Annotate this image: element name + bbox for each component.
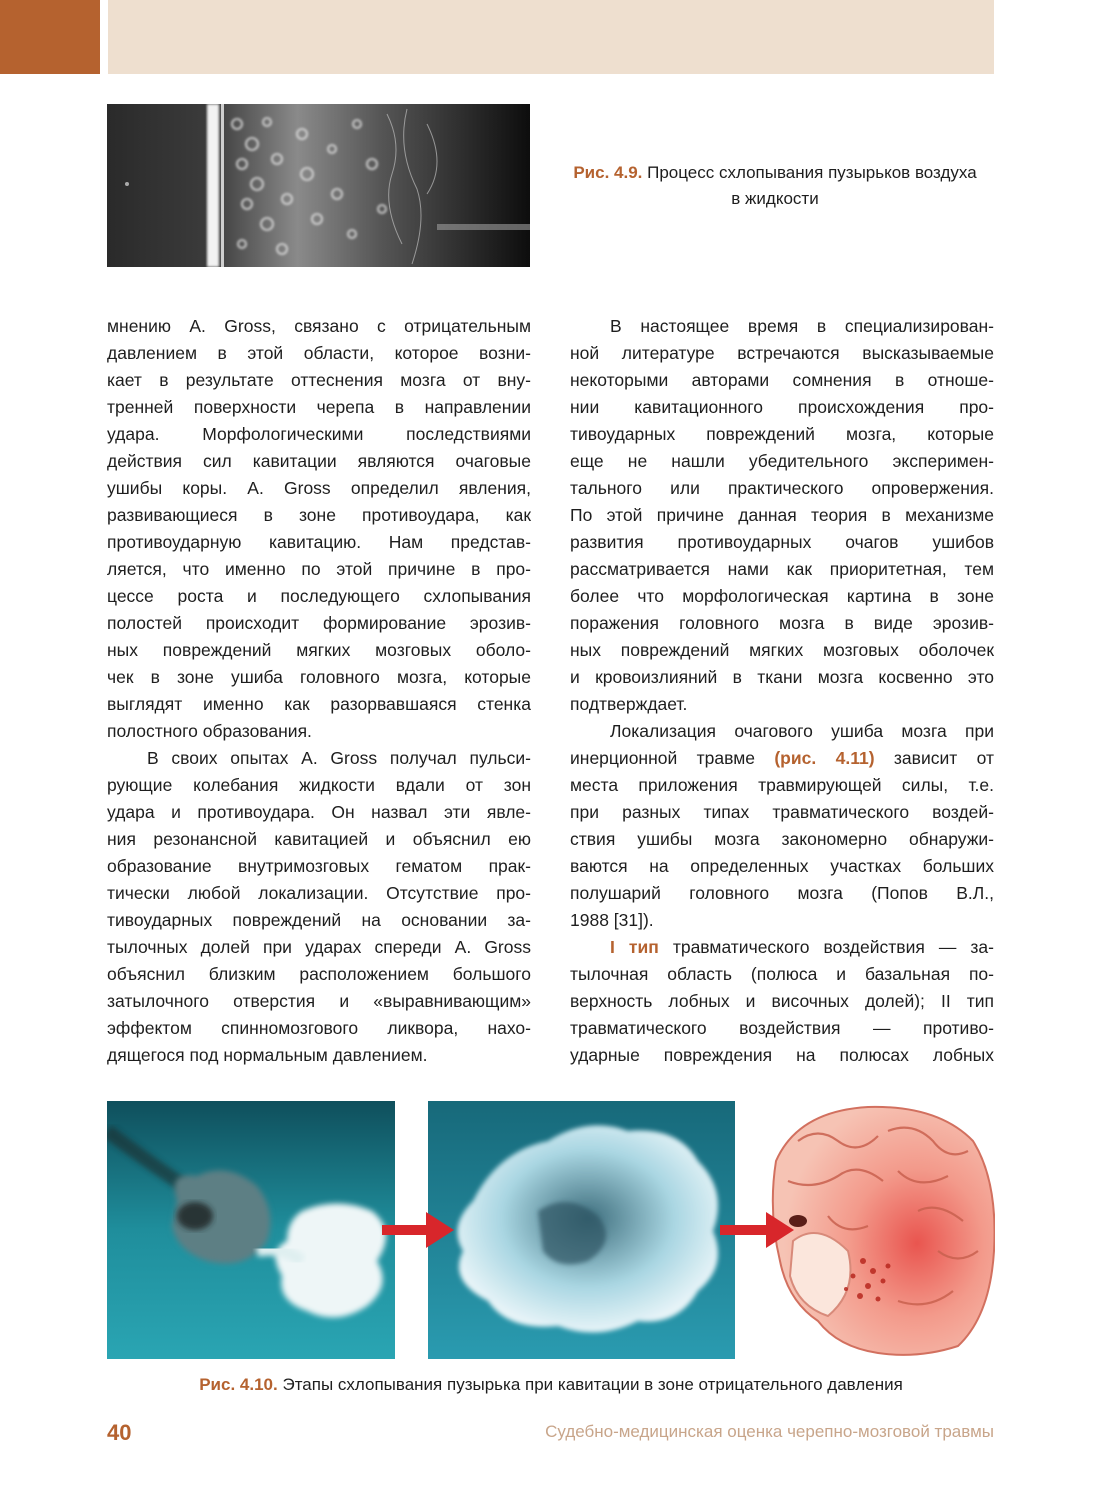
figure-4-10-photo-2	[428, 1101, 735, 1359]
left-line: образование внутримозговых гематом прак-	[107, 856, 531, 876]
text-fragment: зависит от	[874, 748, 995, 768]
page-number: 40	[107, 1420, 132, 1445]
left-line: чек в зоне ушиба головного мозга, которые	[107, 667, 531, 687]
figure-4-9-caption	[555, 160, 995, 212]
right-line: более что морфологическая картина в зоне	[570, 586, 994, 606]
right-line: ствия ушибы мозга закономерно обнаружи-	[570, 829, 994, 849]
right-line-with-ref	[570, 745, 994, 772]
red-arrow-icon	[382, 1212, 454, 1248]
left-line: цессе роста и последующего схлопывания	[107, 586, 531, 606]
figure-4-10-caption-text: Этапы схлопывания пузырька при кавитации в зоне отрицательного давления	[282, 1375, 903, 1394]
figure-4-10-label: Рис. 4.10.	[199, 1375, 278, 1394]
left-line: удара и противоудара. Он назвал эти явле-	[107, 802, 531, 822]
figure-4-9-caption-text: Процесс схлопывания пузырьков воздуха	[647, 163, 977, 182]
header-band	[108, 0, 994, 74]
right-line: В настоящее время в специализирован-	[610, 316, 994, 336]
right-line: поражения головного мозга в виде эрозив-	[570, 613, 994, 633]
red-arrow-icon	[720, 1212, 794, 1248]
left-line: рующие колебания жидкости вдали от зон	[107, 775, 531, 795]
right-line: места приложения травмирующей силы, т.е.	[570, 775, 994, 795]
right-line: тального или практического опровержения.	[570, 478, 994, 498]
right-line: некоторыми авторами сомнения в отноше-	[570, 370, 994, 390]
figure-4-10-photo-1	[107, 1101, 395, 1359]
figure-4-10-caption	[107, 1372, 995, 1398]
running-title: Судебно-медицинская оценка черепно-мозговой травмы	[545, 1422, 994, 1441]
right-line: верхность лобных и височных долей); II тип	[570, 991, 994, 1011]
left-line: кает в результате оттеснения мозга от вну-	[107, 370, 531, 390]
right-line: тылочная область (полюса и базальная по-	[570, 964, 994, 984]
right-line: травматического воздействия — противо-	[570, 1018, 994, 1038]
right-line: ных повреждений мягких мозговых оболочек	[570, 640, 994, 660]
left-line: тренней поверхности черепа в направлении	[107, 397, 531, 417]
header-accent-block	[0, 0, 100, 74]
left-line: полостей происходит формирование эрозив-	[107, 613, 531, 633]
left-line: затылочного отверстия и «выравнивающим»	[107, 991, 531, 1011]
right-line: подтверждает.	[570, 694, 688, 714]
figure-4-9-caption-text-2: в жидкости	[731, 189, 819, 208]
left-line: давлением в этой области, которое возни-	[107, 343, 531, 363]
right-line: 1988 [31]).	[570, 910, 654, 930]
left-line: ных повреждений мягких мозговых оболо-	[107, 640, 531, 660]
left-line: мнению А. Gross, связано с отрицательным	[107, 316, 531, 336]
right-line: Локализация очагового ушиба мозга при	[610, 721, 994, 741]
right-line: тивоударных повреждений мозга, которые	[570, 424, 994, 444]
left-line: противоударную кавитацию. Нам представ-	[107, 532, 531, 552]
left-line: тивоударных повреждений на основании за-	[107, 910, 531, 930]
left-line: выглядят именно как разорвавшаяся стенка	[107, 694, 531, 714]
left-line: действия сил кавитации являются очаговые	[107, 451, 531, 471]
left-line: тылочных долей при ударах спереди А. Gross	[107, 937, 531, 957]
right-line: ваются на определенных участках больших	[570, 856, 994, 876]
right-line: ной литературе встречаются высказываемые	[570, 343, 994, 363]
left-line: полостного образования.	[107, 721, 312, 741]
type-i-label: I тип	[610, 937, 659, 957]
figure-4-11-reference[interactable]: (рис. 4.11)	[774, 748, 875, 768]
text-fragment: инерционной травме	[570, 748, 775, 768]
right-line: развития противоударных очагов ушибов	[570, 532, 994, 552]
left-line: объяснил близким расположением большого	[107, 964, 531, 984]
figure-4-9-image	[107, 104, 530, 267]
right-line: еще не нашли убедительного эксперимен-	[570, 451, 994, 471]
figure-4-10-brain-drawing	[768, 1101, 995, 1359]
left-line: развивающиеся в зоне противоудара, как	[107, 505, 531, 525]
right-line: рассматривается нами как приоритетная, тем	[570, 559, 994, 579]
left-line: ушибы коры. А. Gross определил явления,	[107, 478, 531, 498]
left-line: удара. Морфологическими последствиями	[107, 424, 531, 444]
right-line: полушарий головного мозга (Попов В.Л.,	[570, 883, 994, 903]
right-column	[570, 313, 994, 1069]
left-line: ляется, что именно по этой причине в про-	[107, 559, 531, 579]
figure-4-9-label: Рис. 4.9.	[573, 163, 643, 182]
left-line: ния резонансной кавитацией и объяснил ею	[107, 829, 531, 849]
right-line: По этой причине данная теория в механизме	[570, 505, 994, 525]
text-fragment: травматического воздействия — за-	[658, 937, 994, 957]
right-line: нии кавитационного происхождения про-	[570, 397, 994, 417]
right-line: и кровоизлияний в ткани мозга косвенно это	[570, 667, 994, 687]
left-line: дящегося под нормальным давлением.	[107, 1045, 428, 1065]
right-line: при разных типах травматического воздей-	[570, 802, 994, 822]
left-line: В своих опытах А. Gross получал пульси-	[147, 748, 531, 768]
right-line: ударные повреждения на полюсах лобных	[570, 1045, 994, 1065]
left-line: эффектом спинномозгового ликвора, нахо-	[107, 1018, 531, 1038]
left-line: тически любой локализации. Отсутствие про-	[107, 883, 531, 903]
right-line-type-i	[570, 934, 994, 961]
left-column	[107, 313, 531, 1069]
